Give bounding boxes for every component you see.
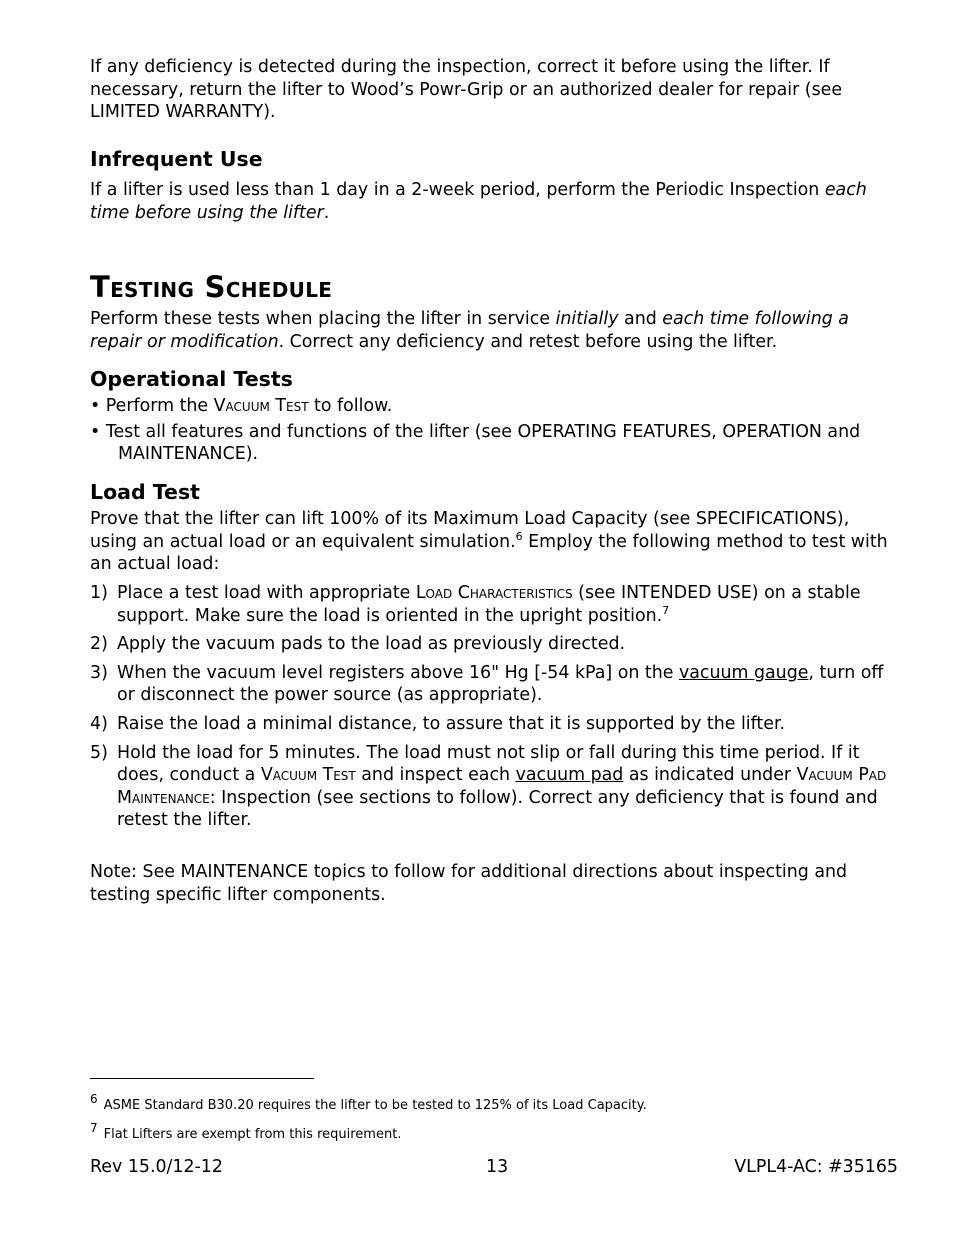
footnote-ref-6: 6 [515,529,523,543]
step-3-text-a: When the vacuum level registers above 16" Hg [-54 kPa] on the [117,662,679,683]
vacuum-gauge-link[interactable]: vacuum gauge [678,662,809,683]
step-4-text: Raise the load a minimal distance, to assure that it is supported by the lifter. [117,713,786,734]
step-5-text-d: : Inspection (see sections to follow). Correct any deficiency that is found and retest the lifter. [117,787,878,831]
footer-doc-id: VLPL4-AC: #35165 [734,1157,898,1177]
footnote-7-text: Flat Lifters are exempt from this requirement. [103,1127,402,1142]
load-test-paragraph [90,508,900,576]
testing-schedule-text-b: and [618,309,663,329]
infrequent-use-italic: each time before using the lifter [90,180,867,223]
footer-page-number: 13 [486,1157,509,1177]
footnote-ref-7: 7 [662,603,670,617]
load-test-step [90,713,900,736]
step-1-text-b: (see INTENDED USE) on a stable support. Make sure the load is oriented in the upright position. [117,583,861,626]
step-3-text-b: , turn off or disconnect the power source (as appropriate). [117,662,884,706]
intro-paragraph: If any deficiency is detected during the inspection, correct it before using the lifter. If necessary, return the lifter to Wood’s Powr-Grip or an authorized dealer for repair (see LIMITED WARRANTY). [90,57,843,123]
load-test-steps [90,582,900,838]
footnote-7 [90,1121,890,1143]
footnote-7-number: 7 [90,1121,98,1135]
step-1-text-a: Place a test load with appropriate [117,583,416,603]
step-5-text-b: and inspect each [355,765,516,786]
operational-bullet-1-text-b: to follow. [308,396,393,416]
load-test-step [90,742,900,832]
step-5-vacuum-pad-maintenance: Vacuum Pad Maintenance [117,765,887,808]
footnote-6-number: 6 [90,1092,98,1106]
testing-schedule-heading: Testing Schedule [90,270,333,304]
operational-tests-list [90,395,900,469]
footnote-divider [90,1078,314,1079]
load-test-text-a: Prove that the lifter can lift 100% of its Maximum Load Capacity (see SPECIFICATIONS), using an actual load or an equivalent simulation. [90,509,850,552]
footnote-6-text: ASME Standard B30.20 requires the lifter to be tested to 125% of its Load Capacity. [103,1098,647,1113]
operational-tests-heading: Operational Tests [90,367,293,391]
testing-schedule-text-a: Perform these tests when placing the lifter in service [90,309,556,329]
footnote-6 [90,1092,890,1114]
step-number: 5) [90,742,108,763]
infrequent-use-heading: Infrequent Use [90,147,263,171]
load-test-step [90,662,900,707]
step-5-vacuum-test: Vacuum Test [260,765,356,786]
load-test-step [90,633,900,656]
step-1-load-characteristics: Load Characteristics [415,583,573,603]
infrequent-use-text-b: . [323,202,330,223]
step-number: 4) [90,713,108,734]
infrequent-use-paragraph [90,179,900,224]
operational-test-bullet [90,395,900,418]
footer-revision: Rev 15.0/12-12 [90,1157,223,1177]
vacuum-pad-link[interactable]: vacuum pad [515,765,624,786]
step-number: 3) [90,662,108,683]
testing-schedule-italic-following: each time following a repair or modification [90,309,849,352]
load-test-heading: Load Test [90,480,200,504]
infrequent-use-text-a: If a lifter is used less than 1 day in a 2-week period, perform the Periodic Inspection [90,180,825,200]
step-5-text-c: as indicated under [623,765,797,786]
testing-schedule-paragraph [90,308,900,353]
step-2-text: Apply the vacuum pads to the load as previously directed. [117,634,626,655]
page-footer [90,1156,898,1180]
load-test-step [90,582,900,627]
step-5-text-a: Hold the load for 5 minutes. The load must not slip or fall during this time period. If it does, conduct a [117,742,860,786]
testing-schedule-text-c: . Correct any deficiency and retest before using the lifter. [278,331,778,352]
operational-bullet-1-vacuum-test: Vacuum Test [213,396,309,416]
testing-schedule-italic-initially: initially [555,309,619,329]
step-number: 2) [90,634,108,655]
operational-bullet-1-text-a: • Perform the [90,396,214,416]
step-number: 1) [90,583,108,603]
operational-test-bullet: • Test all features and functions of the lifter (see OPERATING FEATURES, OPERATION and MAINTENANCE). [90,421,861,465]
load-test-text-b: Employ the following method to test with an actual load: [90,531,888,575]
note-paragraph: Note: See MAINTENANCE topics to follow for additional directions about inspecting and testing specific lifter components. [90,862,848,905]
